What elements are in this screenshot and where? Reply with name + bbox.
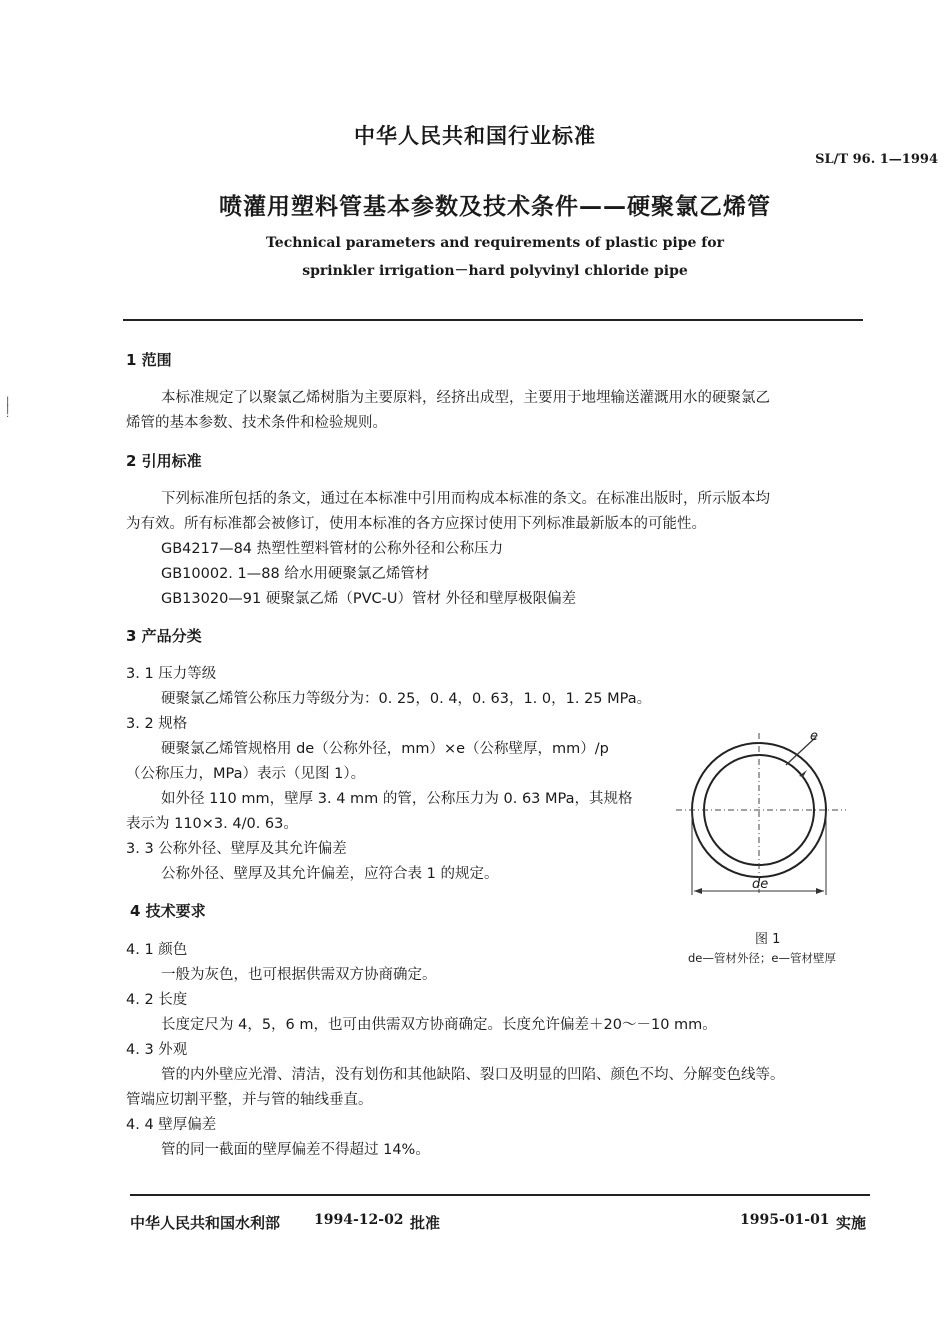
section-1-text-line-2: 烯管的基本参数、技术条件和检验规则。 [126, 415, 387, 431]
figure-caption: 图 1 [755, 932, 781, 947]
section-1-heading: 1 范围 [126, 351, 172, 369]
section-3-2-heading: 3. 2 规格 [126, 716, 188, 732]
section-3-1-text: 硬聚氯乙烯管公称压力等级分为：0. 25，0. 4，0. 63，1. 0，1. 25 MPa。 [161, 691, 652, 707]
section-3-2-text-line-2: （公称压力，MPa）表示（见图 1）。 [126, 766, 366, 782]
footer-impl-label: 实施 [836, 1214, 867, 1232]
standard-category: 中华人民共和国行业标准 [354, 124, 596, 148]
section-1-text-line-1: 本标准规定了以聚氯乙烯树脂为主要原料，经挤出成型，主要用于地埋输送灌溉用水的硬聚氯乙 [161, 390, 770, 406]
section-4-3-text-line-1: 管的内外壁应光滑、清洁，没有划伤和其他缺陷、裂口及明显的凹陷、颜色不均、分解变色线等。 [161, 1067, 785, 1083]
reference-item: GB13020—91 硬聚氯乙烯（PVC-U）管材 外径和壁厚极限偏差 [161, 591, 577, 607]
figure-label-e: e [810, 729, 818, 744]
section-3-2-text-line-4: 表示为 110×3. 4/0. 63。 [126, 816, 298, 832]
reference-item: GB10002. 1—88 给水用硬聚氯乙烯管材 [161, 566, 430, 582]
figure-legend: de—管材外径；e—管材壁厚 [688, 951, 836, 965]
english-title-line-2: sprinkler irrigation－hard polyvinyl chloride pipe [302, 263, 688, 279]
section-4-2-heading: 4. 2 长度 [126, 992, 188, 1008]
section-4-3-text-line-2: 管端应切割平整，并与管的轴线垂直。 [126, 1092, 373, 1108]
section-3-2-text-line-1: 硬聚氯乙烯管规格用 de（公称外径，mm）×e（公称壁厚，mm）/p [161, 741, 609, 757]
section-3-3-text: 公称外径、壁厚及其允许偏差，应符合表 1 的规定。 [161, 866, 499, 882]
title-divider [123, 319, 863, 321]
section-2-text-line-1: 下列标准所包括的条文，通过在本标准中引用而构成本标准的条文。在标准出版时，所示版本均 [161, 491, 770, 507]
footer-impl-date: 1995-01-01 [740, 1212, 830, 1228]
standard-code: SL/T 96. 1—1994 [815, 152, 938, 167]
footer-approve-label: 批准 [410, 1214, 441, 1232]
reference-item: GB4217—84 热塑性塑料管材的公称外径和公称压力 [161, 541, 504, 557]
section-3-3-heading: 3. 3 公称外径、壁厚及其允许偏差 [126, 841, 347, 857]
section-2-text-line-2: 为有效。所有标准都会被修订，使用本标准的各方应探讨使用下列标准最新版本的可能性。 [126, 516, 706, 532]
section-2-heading: 2 引用标准 [126, 452, 202, 470]
section-4-1-text: 一般为灰色，也可根据供需双方协商确定。 [161, 967, 437, 983]
section-4-3-heading: 4. 3 外观 [126, 1042, 188, 1058]
document-title: 喷灌用塑料管基本参数及技术条件——硬聚氯乙烯管 [219, 194, 771, 220]
margin-mark: | | · [6, 396, 10, 423]
section-4-1-heading: 4. 1 颜色 [126, 942, 188, 958]
section-4-4-text: 管的同一截面的壁厚偏差不得超过 14%。 [161, 1142, 430, 1158]
section-4-2-text: 长度定尺为 4，5，6 m，也可由供需双方协商确定。长度允许偏差＋20～－10 mm。 [161, 1017, 717, 1033]
footer-issuer: 中华人民共和国水利部 [130, 1214, 281, 1232]
figure-label-de: de [752, 877, 769, 892]
english-title-line-1: Technical parameters and requirements of plastic pipe for [265, 235, 725, 251]
section-3-2-text-line-3: 如外径 110 mm，壁厚 3. 4 mm 的管，公称压力为 0. 63 MPa，其规格 [161, 791, 633, 807]
section-3-1-heading: 3. 1 压力等级 [126, 666, 217, 682]
section-3-heading: 3 产品分类 [126, 627, 202, 645]
section-4-4-heading: 4. 4 壁厚偏差 [126, 1117, 217, 1133]
pipe-cross-section-figure [676, 725, 876, 910]
section-4-heading: 4 技术要求 [130, 902, 206, 920]
footer-approve-date: 1994-12-02 [314, 1212, 404, 1228]
footer-divider [130, 1194, 870, 1196]
